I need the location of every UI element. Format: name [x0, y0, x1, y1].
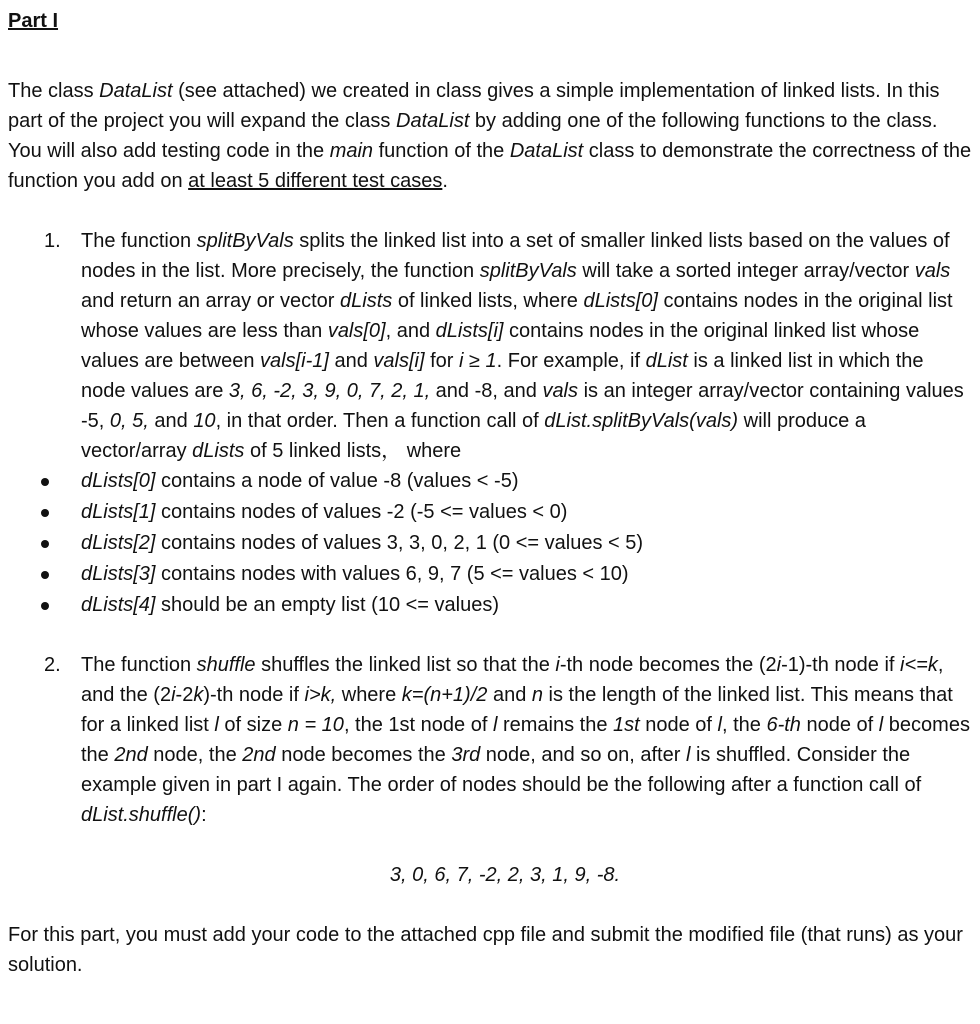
italic-term: splitByVals	[479, 260, 577, 282]
bullet-icon	[41, 509, 49, 517]
text-run: -th node becomes the (2	[559, 654, 777, 676]
italic-term: dLists	[192, 440, 245, 462]
text-run: The function	[81, 654, 197, 676]
text-run: shuffles the linked list so that the	[255, 654, 556, 676]
text-run: and	[148, 410, 194, 432]
bullet-icon	[41, 540, 49, 548]
text-run: -2	[175, 684, 194, 706]
italic-term: i>k,	[304, 684, 337, 706]
italic-term: i ≥ 1	[458, 350, 497, 372]
text-run: is an integer array/vector containing values -5,	[81, 380, 964, 432]
italic-term: n	[531, 684, 543, 706]
text-run: of linked lists, where	[392, 290, 584, 312]
italic-term: l	[717, 714, 722, 736]
list-name: dLists[0]	[81, 470, 156, 492]
italic-term: l	[685, 744, 691, 766]
text-run: remains the	[497, 714, 613, 736]
class-name: DataList	[509, 140, 584, 162]
list-item-shuffle	[8, 650, 972, 830]
intro-text: (see attached) we created in class gives a simple implementation of linked lists. In this part of the project you will expand the class	[8, 80, 940, 132]
intro-text: .	[442, 170, 448, 192]
italic-term: dList.shuffle()	[81, 804, 202, 826]
italic-term: dList.splitByVals(vals)	[544, 410, 739, 432]
list-name: dLists[4]	[81, 594, 156, 616]
bullet-text: contains nodes of values 3, 3, 0, 2, 1 (0 <= values < 5)	[155, 532, 644, 554]
list-name: dLists[2]	[81, 532, 156, 554]
function-name: main	[329, 140, 374, 162]
italic-term: i	[776, 654, 782, 676]
text-run: The function	[81, 230, 197, 252]
italic-term: dList	[645, 350, 688, 372]
text-run: . For example, if	[496, 350, 646, 372]
text-run: contains nodes in the original list whose values are less than	[81, 290, 953, 342]
italic-term: dLists[0]	[583, 290, 658, 312]
bullet-text: contains a node of value -8 (values < -5)	[155, 470, 519, 492]
bullet-text: should be an empty list (10 <= values)	[155, 594, 500, 616]
text-run: node, the	[147, 744, 243, 766]
italic-term: dLists	[340, 290, 393, 312]
list-number: 2.	[44, 654, 61, 676]
text-run: will take a sorted integer array/vector	[576, 260, 915, 282]
text-run: for	[424, 350, 459, 372]
text-run: , the	[721, 714, 767, 736]
item-description	[81, 650, 972, 830]
intro-text: The class	[8, 80, 100, 102]
italic-term: l	[214, 714, 219, 736]
italic-term: 2nd	[114, 744, 148, 766]
italic-term: n = 10	[287, 714, 344, 736]
text-run: node of	[800, 714, 879, 736]
italic-term: 6-th	[766, 714, 801, 736]
text-run: and -8, and	[430, 380, 543, 402]
italic-term: l	[492, 714, 498, 736]
bullet-item	[8, 497, 972, 528]
part-heading: Part I	[8, 10, 59, 32]
bullet-icon	[41, 602, 49, 610]
shuffled-sequence: 3, 0, 6, 7, -2, 2, 3, 1, 9, -8.	[389, 864, 621, 886]
italic-term: dLists[i]	[435, 320, 504, 342]
text-run: node of	[639, 714, 718, 736]
italic-term: vals[0]	[327, 320, 386, 342]
italic-term: 3rd	[451, 744, 481, 766]
italic-term: l	[878, 714, 884, 736]
item-description	[81, 226, 972, 466]
text-run: of 5 linked lists， where	[244, 440, 462, 462]
italic-term: i<=k	[900, 654, 938, 676]
text-run: of size	[218, 714, 288, 736]
list-name: dLists[1]	[81, 501, 156, 523]
text-run: splits the linked list into a set of smaller linked lists based on the values of nodes in the list. More precisely, the function	[81, 230, 950, 282]
italic-term: 3, 6, -2, 3, 9, 0, 7, 2, 1,	[228, 380, 431, 402]
class-name: DataList	[396, 110, 470, 132]
italic-term: shuffle	[196, 654, 256, 676]
list-name: dLists[3]	[81, 563, 156, 585]
text-run: contains nodes in the original linked list whose values are between	[81, 320, 920, 372]
bullet-item	[8, 528, 972, 559]
intro-paragraph	[8, 76, 972, 196]
italic-term: vals	[542, 380, 579, 402]
text-run: , in that order. Then a function call of	[215, 410, 545, 432]
text-run: becomes the	[81, 714, 970, 766]
intro-text: function of the	[373, 140, 510, 162]
bullet-item	[8, 466, 972, 497]
text-run: and	[328, 350, 374, 372]
text-run: )-th node if	[203, 684, 305, 706]
italic-term: 1st	[613, 714, 640, 736]
class-name: DataList	[99, 80, 173, 102]
text-run: is the length of the linked list. This means that for a linked list	[81, 684, 953, 736]
text-run: is shuffled. Consider the example given in part I again. The order of nodes should be the following after a function call of	[81, 744, 922, 796]
text-run: where	[336, 684, 402, 706]
italic-term: vals[i-1]	[260, 350, 329, 372]
text-run: node becomes the	[275, 744, 452, 766]
bullet-icon	[41, 571, 49, 579]
bullet-text: contains nodes of values -2 (-5 <= values < 0)	[155, 501, 568, 523]
italic-term: i	[555, 654, 560, 676]
intro-text: by adding one of the following functions to the class. You will also add testing code in the	[8, 110, 938, 162]
italic-term: 2nd	[242, 744, 276, 766]
bullet-icon	[41, 478, 49, 486]
text-run: is a linked list in which the node values are	[81, 350, 924, 402]
text-run: will produce a vector/array	[81, 410, 866, 462]
list-item-split	[8, 226, 972, 466]
text-run: , and the (2	[81, 654, 944, 706]
bullet-text: contains nodes with values 6, 9, 7 (5 <= values < 10)	[155, 563, 629, 585]
italic-term: vals	[914, 260, 951, 282]
underlined-requirement: at least 5 different test cases	[188, 170, 443, 192]
italic-term: vals[i]	[373, 350, 425, 372]
bullet-item	[8, 559, 972, 590]
text-run: node, and so on, after	[480, 744, 686, 766]
text-run: -1)-th node if	[781, 654, 901, 676]
italic-term: i	[171, 684, 176, 706]
intro-text: class to demonstrate the correctness of the function you add on	[8, 140, 972, 192]
italic-term: k	[193, 684, 204, 706]
italic-term: splitByVals	[196, 230, 294, 252]
text-run: , the 1st node of	[343, 714, 493, 736]
text-run: , and	[385, 320, 436, 342]
italic-term: 0, 5,	[109, 410, 149, 432]
text-run: and return an array or vector	[81, 290, 341, 312]
text-run: :	[201, 804, 207, 826]
italic-term: k=(n+1)/2	[401, 684, 488, 706]
bullet-list	[8, 466, 972, 621]
italic-term: 10	[193, 410, 216, 432]
closing-paragraph: For this part, you must add your code to the attached cpp file and submit the modified file (that runs) as your solution.	[8, 924, 963, 976]
bullet-item	[8, 590, 972, 621]
list-number: 1.	[44, 230, 61, 252]
text-run: and	[487, 684, 532, 706]
